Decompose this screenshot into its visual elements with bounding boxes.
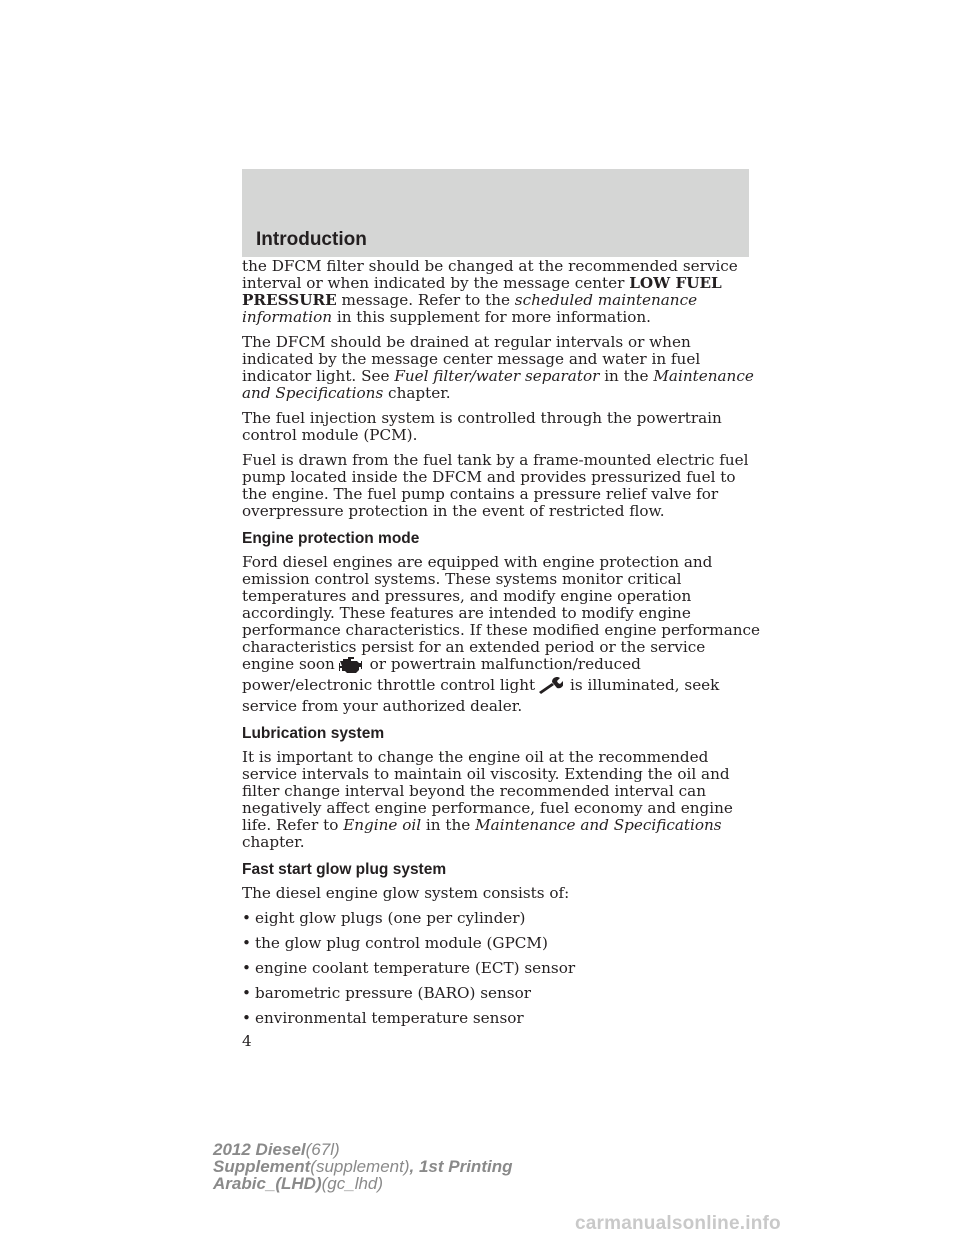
section-heading: Fast start glow plug system: [242, 861, 447, 878]
list-item: • barometric pressure (BARO) sensor: [242, 984, 531, 1002]
paragraph: Ford diesel engines are equipped with engine protection and emission control systems. These systems monitor critical temperatures and pressures, and modify engine operation accordingly. These features are intended to modify engine performance characteristics. If these modified engine performance characteristics persist for an extended period or the service engine soon or powertrain malfunction/reduced power/electronic throttle control light is illuminated, seek service from your authorized dealer.: [242, 553, 761, 715]
bullet-mark: •: [242, 959, 251, 977]
bullet-mark: •: [242, 909, 251, 927]
section-heading: Lubrication system: [242, 725, 385, 742]
section-title: Introduction: [256, 229, 367, 250]
paragraph: It is important to change the engine oil at the recommended service intervals to maintain oil viscosity. Extending the oil and filter change interval beyond the recommended interval can negatively affect engine performance, fuel economy and engine life. Refer to Engine oil in the Maintenance and Specifications chapter.: [242, 748, 733, 851]
page-content: [242, 258, 762, 1050]
print-footer: 2012 Diesel(67l) Supplement(supplement), 1st Printing Arabic_(LHD)(gc_lhd): [213, 1140, 513, 1193]
page-number: 4: [242, 1032, 252, 1050]
paragraph: the DFCM filter should be changed at the recommended service interval or when indicated by the message center LOW FUEL PRESSURE message. Refer to the scheduled maintenance information in this supplement for more information.: [242, 257, 738, 326]
paragraph: The fuel injection system is controlled through the powertrain control module (PCM).: [242, 409, 722, 444]
paragraph: The diesel engine glow system consists of:: [242, 884, 570, 902]
list-item: • eight glow plugs (one per cylinder): [242, 909, 526, 927]
list-item: • environmental temperature sensor: [242, 1009, 524, 1027]
bullet-list: [242, 910, 762, 1027]
site-watermark: carmanualsonline.info: [575, 1213, 781, 1234]
paragraph: Fuel is drawn from the fuel tank by a frame-mounted electric fuel pump located inside the DFCM and provides pressurized fuel to the engine. The fuel pump contains a pressure relief valve for overpressure protection in the event of restricted flow.: [242, 451, 749, 520]
paragraph: The DFCM should be drained at regular intervals or when indicated by the message center message and water in fuel indicator light. See Fuel filter/water separator in the Maintenance and Specifications chapter.: [242, 333, 754, 402]
check-engine-icon: [337, 656, 363, 677]
section-header-band: [242, 169, 749, 257]
bullet-mark: •: [242, 984, 251, 1002]
list-item: • engine coolant temperature (ECT) sensor: [242, 959, 576, 977]
list-item: • the glow plug control module (GPCM): [242, 934, 548, 952]
wrench-icon: [537, 677, 563, 698]
bullet-mark: •: [242, 934, 251, 952]
section-heading: Engine protection mode: [242, 530, 420, 547]
bullet-mark: •: [242, 1009, 251, 1027]
